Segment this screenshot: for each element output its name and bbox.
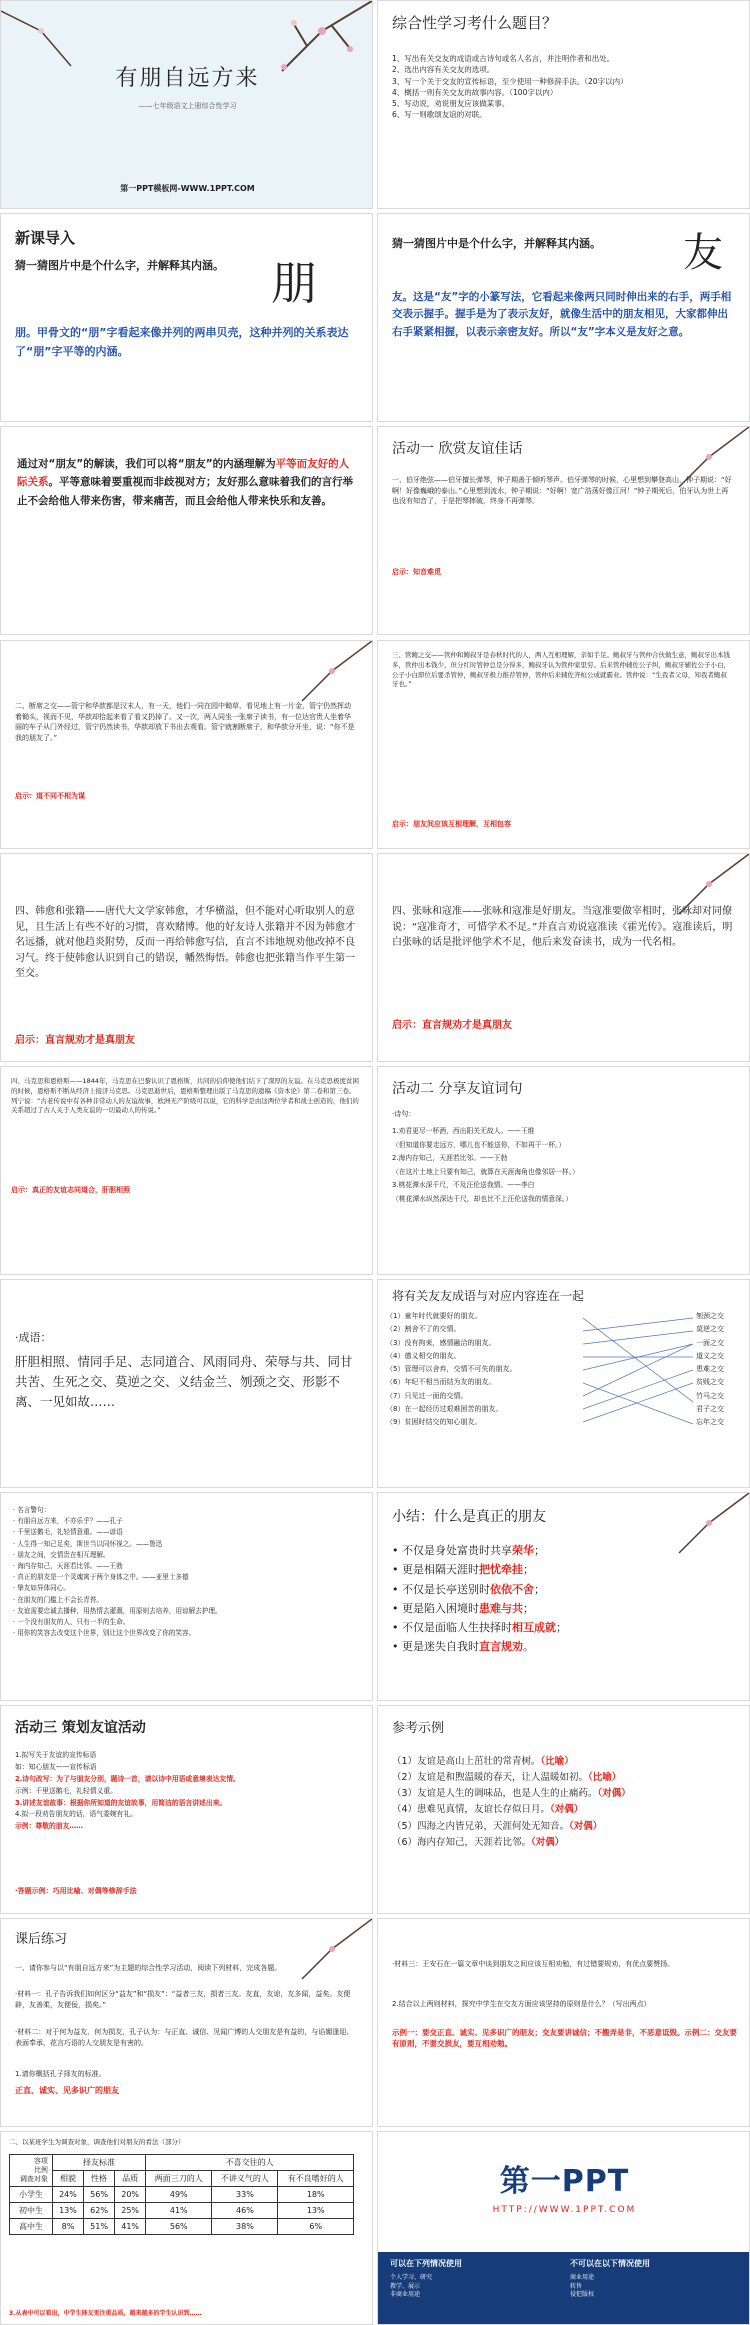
tip-text: 启示：朋友间应该互相理解，互相包容: [392, 820, 511, 828]
slide-title: 参考示例: [392, 1721, 445, 1736]
material-text: ·材料二：对于何为益友、何为损友，孔子认为：与正直、诚信、见闻广博的人交朋友是有益的，与谄媚逢迎、表面奉承、花言巧语的人交朋友是有害的。: [15, 2028, 354, 2047]
list-item: 竹马之交: [696, 1391, 724, 1400]
tip-text: ·答题示例：巧用比喻、对偶等修辞手法: [15, 1887, 137, 1895]
list-item: （7）只见过一面的交情。: [386, 1391, 468, 1400]
list-item: 如：知心朋友——宣传标语: [15, 1762, 97, 1771]
list-item: 5、写动说，劝说朋友应该做某事。: [392, 99, 510, 108]
list-item: 2、选出内容有关交友的选项。: [392, 65, 495, 75]
plum-branch-icon: [262, 1919, 372, 1999]
list-item: · 名言警句：: [13, 1506, 51, 1514]
list-item: • 不仅是长亭送别时依依不舍；: [392, 1582, 545, 1596]
story-text: 四、韩愈和张籍——唐代大文学家韩愈，才华横溢，但不能对心听取别人的意见，且生活上有些不好的习惯，喜欢赌博。他的好友诗人张籍并不因为韩愈才名远播，就对他趋炎附势，反而一再给韩愈写信，直言不讳地规劝他改掉不良习气。终于使韩愈认识到自己的错误，幡然悔悟。韩愈也把张籍当作平生第一至交。: [15, 906, 355, 979]
slide-story-3: [377, 640, 750, 849]
summary-list: [392, 1541, 737, 1657]
slide-title: 小结：什么是真正的朋友: [392, 1509, 546, 1525]
list-item: 一面之交: [696, 1338, 724, 1347]
question-text: 一、请你参与以“有朋自远方来”为主题的综合性学习活动，阅读下列材料，完成各题。: [15, 1964, 282, 1972]
list-item: （6）海内存知己，天涯若比邻。（对偶）: [392, 1836, 565, 1848]
tip-text: 启示：道不同不相为谋: [15, 792, 85, 800]
list-item: 3、写一个关于交友的宣传标语，至少使用一种修辞手法。（20字以内）: [392, 76, 628, 86]
match-left-list: [386, 1310, 586, 1430]
list-item: · 一个没有朋友的人，只有一半的生命。: [13, 1618, 130, 1627]
slide-examples: [377, 1705, 750, 1914]
license-list: 个人学习、研究 教学、展示 非商业用途: [390, 2274, 433, 2299]
list-item: · 有朋自远方来，不亦乐乎？——孔子: [13, 1517, 123, 1526]
list-item: （6）年纪不相当而结为友的朋友。: [386, 1378, 496, 1387]
list-item: · 在朋友的门槛上不会长青苔。: [13, 1595, 103, 1604]
slide-activity-1: [377, 426, 750, 635]
match-lines-icon: [583, 1314, 693, 1439]
table-caption: 二、以某班学生为调查对象，调查他们对朋友的看法（部分）: [9, 2138, 185, 2146]
list-item: 1、写出有关交友的成语或古诗句或名人名言，并注明作者和出处。: [392, 54, 615, 63]
cover-title: 有朋自远方来: [115, 66, 260, 91]
list-item: 2.海内存知己，天涯若比邻。——王勃: [392, 1154, 508, 1163]
list-item: （4）患难见真情，友谊长存似日月。（对偶）: [392, 1804, 584, 1816]
verse-list: [392, 1125, 737, 1207]
list-item: （9）贫困时结交的知心朋友。: [386, 1418, 482, 1427]
example-list: [392, 1754, 737, 1851]
list-item: • 更是迷失自我时直言规劝。: [392, 1640, 534, 1654]
list-item: · 挚友如异体同心。: [13, 1584, 70, 1593]
plum-branch-left-icon: [1, 1, 91, 71]
table-row: 小学生 24% 56% 20% 49% 33% 18%: [10, 2187, 354, 2203]
slide-title: 新课导入: [15, 229, 76, 247]
table-header: 性格: [84, 2171, 115, 2187]
cover-subtitle: ——七年级语文上册综合性学习: [138, 102, 237, 110]
slide-story-5: [377, 853, 750, 1062]
table-corner: 容项 比例 调查对象: [10, 2155, 53, 2187]
material-text: ·材料三：王安石在一篇文章中谈到朋友之间应该互相劝勉，有过错要规劝，有优点要赞扬。: [392, 1960, 675, 1968]
slide-matching: [377, 1279, 750, 1488]
brand-url[interactable]: HTTP://WWW.1PPT.COM: [492, 2205, 637, 2215]
slide-title: 活动一 欣赏友谊佳话: [392, 441, 523, 457]
slide-title: 活动二 分享友谊词句: [392, 1081, 523, 1097]
license-col-title: 可以在下列情况使用: [390, 2259, 462, 2268]
list-item: （4）德义相交的朋友。: [386, 1351, 461, 1360]
story-text: 三、管鲍之交——管仲和鲍叔牙是春秋时代的人，两人互相理解，亲如手足。鲍叔牙与管仲合伙做生意，鲍叔牙出本钱多，管仲出本钱少，但分红时管仲总是分得多，鲍叔牙认为管仲家里穷。后来管仲辅佐公子纠，鲍叔牙辅佐公子小白，公子小白即位后要杀管仲，鲍叔牙极力推荐管仲，管仲后来辅佐齐桓公成就霸业。管仲说：“生我者父母，知我者鲍叔牙也。”: [392, 651, 730, 689]
slide-brand-end: [377, 2131, 750, 2325]
note-text: 3.从表中可以看出，中学生择友更注重品质，越来越多的学生认识到……: [9, 2310, 202, 2317]
list-item: · 海内存知己，天涯若比邻。——王勃: [13, 1562, 123, 1571]
slide-quotes: [0, 1492, 373, 1701]
definition-text: 通过对“朋友”的解读，我们可以将“朋友”的内涵理解为平等而友好的人际关系。平等意味着要重视而非歧视对方；友好那么意味着我们的言行举止不会给他人带来伤害，带来痛苦，而且会给他人带来快乐和友善。: [17, 458, 353, 507]
slide-title: 综合性学习考什么题目？: [392, 14, 558, 32]
highlight-text: 平等而友好的人际关系: [17, 458, 350, 489]
survey-table: [9, 2154, 354, 2235]
tip-text: 启示：真正的友谊志同道合，肝胆相照: [11, 1186, 130, 1194]
list-item: 4、概括一则有关交友的故事内容。（100字以内）: [392, 87, 558, 97]
list-item: 道义之交: [696, 1351, 724, 1360]
tip-text: 启示：直言规劝才是真朋友: [15, 1035, 135, 1046]
list-item: （1）童年时代就要好的朋友。: [386, 1312, 482, 1320]
list-item: （5）管理可以舍弃，交情不可失的朋友。: [386, 1365, 517, 1374]
list-item: • 更是陷入困境时患难与共；: [392, 1601, 534, 1615]
license-bar: [378, 2252, 749, 2324]
answer-text: 示例一：要交正直、诚实、见多识广的朋友；交友要讲诚信；不搬弄是非，不恶意诋毁。示例二：交友要有原则，不要交损友，要互相劝勉。: [392, 2028, 737, 2049]
list-item: （3）没有拘束，感情融洽的朋友。: [386, 1338, 496, 1347]
table-header: 有不良嗜好的人: [278, 2171, 354, 2187]
story-text: 一、伯牙绝弦——伯牙擅长弹琴，钟子期善于倾听琴声。伯牙弹琴的时候，心里想到攀登高山，钟子期说：“好啊！好像巍峨的泰山。”心里想到流水，钟子期说：“好啊！宽广浩荡好像江河！”钟子期死后，伯牙认为世上再也没有知音了，于是把琴摔破，终身不再弹琴。: [392, 476, 732, 505]
list-item: 忘年之交: [696, 1418, 724, 1427]
story-text: 二、断席之交——管宁和华歆都是汉末人，有一天，他们一同在园中锄草，看见地上有一片金，管宁仍然挥动着锄头，视而不见，华歆却拾起来看了看又扔掉了。又一次，两人同坐一张席子读书，有一位达官贵人坐着华丽的车子从门外经过，管宁仍然读书，华歆却放下书出去观看。管宁就割断席子，和华歆分开坐，说：“你不是我的朋友了。”: [15, 702, 355, 742]
slide-idioms: [0, 1279, 373, 1488]
list-item: 莫逆之交: [696, 1325, 724, 1334]
table-header: 不讲义气的人: [212, 2171, 278, 2187]
section-lead: ·成语：: [15, 1331, 52, 1344]
match-right-list: [696, 1310, 750, 1430]
answer-text: 朋。甲骨文的“朋”字看起来像并列的两串贝壳，这种并列的关系表达了“朋”字平等的内涵。: [15, 326, 349, 358]
question-text: 猜一猜图片中是个什么字，并解释其内涵。: [392, 237, 601, 250]
table-header: 两面三刀的人: [146, 2171, 212, 2187]
table-header: 不喜交往的人: [146, 2155, 354, 2171]
list-item: • 更是相隔天涯时把忧牵挂；: [392, 1563, 534, 1577]
slide-definition: [0, 426, 373, 635]
list-item: • 不仅是身处富贵时共享荣华；: [392, 1544, 545, 1557]
slide-homework: [0, 1918, 373, 2127]
table-row: 高中生 8% 51% 41% 56% 38% 6%: [10, 2219, 354, 2235]
slide-activity-2: [377, 1066, 750, 1275]
table-header: 择友标准: [52, 2155, 145, 2171]
list-item: （5）四海之内皆兄弟，天涯何处无知音。（对偶）: [392, 1820, 603, 1832]
list-item: · 朋友之间，交情贵在相互理解。: [13, 1550, 110, 1559]
answer-text: 友。这是“友”字的小篆写法，它看起来像两只同时伸出来的右手，两手相交表示握手。握手是为了表示友好，就像生活中的朋友相见，大家都伸出右手紧紧相握，以表示亲密友好。所以“友”字本义是友好之意。: [392, 291, 732, 338]
list-item: 贫贱之交: [696, 1378, 724, 1387]
list-item: （在这片土地上只要有知己，就算在天涯海角也像邻居一样。）: [392, 1167, 579, 1176]
list-item: · 人生得一知己足矣，斯世当以同怀视之。——鲁迅: [13, 1539, 163, 1548]
list-item: （桃花潭水纵然深达千尺，却也比不上汪伦送我的情意深。）: [392, 1194, 573, 1203]
list-item: （2）友谊是和煦温暖的春天，让人温暖如初。（比喻）: [392, 1772, 622, 1784]
list-item: 3.讲述友谊故事：根据你所知道的友谊故事，用简洁的语言讲述出来。: [15, 1798, 227, 1807]
answer-text: 正直、诚实、见多识广的朋友: [15, 2086, 119, 2095]
quote-list: [13, 1505, 358, 1639]
list-item: （1）友谊是高山上茁壮的常青树。（比喻）: [392, 1756, 574, 1767]
slide-intro-peng: [0, 213, 373, 422]
tip-text: 启示：直言规劝才是真朋友: [392, 1020, 512, 1031]
section-lead: ·诗句：: [392, 1110, 416, 1118]
list-item: （2）割舍不了的交情。: [386, 1325, 461, 1334]
question-text: 猜一猜图片中是个什么字，并解释其内涵。: [15, 259, 224, 272]
list-item: 君子之交: [696, 1405, 724, 1414]
slide-intro-you: [377, 213, 750, 422]
slide-homework-2: [377, 1918, 750, 2127]
question-text: 2.结合以上两则材料，探究中学生在交友方面应该坚持的原则是什么？（写出两点）: [392, 2000, 651, 2008]
list-item: • 不仅是面临人生抉择时相互成就；: [392, 1621, 567, 1634]
list-item: （8）在一起经历过艰难困苦的朋友。: [386, 1405, 503, 1414]
story-text: 四、张咏和寇准——张咏和寇准是好朋友。当寇准要做宰相时，张咏却对同僚说：“寇准奇才，可惜学术不足。”并直言劝说寇准读《霍光传》。寇准读后，明白张咏的话是批评他学术不足，他后来发奋读书，成为一代名相。: [392, 906, 733, 948]
slide-survey-table: [0, 2131, 373, 2325]
tip-text: 启示：知音难觅: [392, 568, 441, 576]
list-item: · 用你的笑容去改变这个世界，别让这个世界改变了你的笑容。: [13, 1629, 196, 1638]
list-item: · 千里送鹅毛，礼轻情意重。——谚语: [13, 1528, 123, 1537]
brand-logo: 第一PPT: [499, 2164, 630, 2199]
list-item: 示例：尊敬的朋友……: [15, 1822, 83, 1831]
list-item: 患难之交: [696, 1365, 724, 1374]
list-item: 4.拟一段劝告朋友的话，语气委婉有礼。: [15, 1810, 138, 1819]
list-item: 1.劝君更尽一杯酒，西出阳关无故人。——王维: [392, 1127, 535, 1135]
list-item: 2.诗句改写：为了与朋友分别，题诗一首，请以诗中用语或意境表达友情。: [15, 1774, 240, 1783]
list-item: （3）友谊是人生的调味品，也是人生的止痛药。（对偶）: [392, 1788, 631, 1800]
topic-list: [392, 53, 732, 121]
slide-title: 课后练习: [15, 1932, 68, 1947]
cover-brand: 第一PPT模板网-WWW.1PPT.COM: [120, 184, 255, 193]
list-item: 示例：千里送鹅毛，礼轻情义重。: [15, 1786, 117, 1795]
slide-activity-3: [0, 1705, 373, 1914]
list-item: · 真正的朋友是一个灵魂寓于两个身体之中。——亚里士多德: [13, 1573, 189, 1582]
material-text: ·材料一：孔子告诉我们如何区分“益友”和“损友”：“益者三友，损者三友。友直，友谅，友多闻，益矣。友便辟，友善柔，友便佞，损矣。”: [15, 1990, 351, 2009]
idiom-text: 肝胆相照、情同手足、志同道合、风雨同舟、荣辱与共、同甘共苦、生死之交、莫逆之交、义结金兰、刎颈之交、形影不离、一见如故……: [15, 1354, 353, 1409]
table-header: 相貌: [52, 2171, 83, 2187]
slide-title: 活动三 策划友谊活动: [15, 1720, 146, 1736]
oracle-glyph-icon: 朋: [271, 256, 317, 310]
activity-list: [15, 1750, 360, 1833]
slide-story-2: [0, 640, 373, 849]
slide-cover: [0, 0, 373, 209]
list-item: 3.桃花潭水深千尺，不及汪伦送我情。——李白: [392, 1181, 535, 1190]
slide-title: 将有关友友成语与对应内容连在一起: [392, 1289, 585, 1303]
list-item: 6、写一则歌颂友谊的对联。: [392, 110, 487, 120]
seal-glyph-icon: 友: [683, 230, 723, 276]
slide-exam-topics: [377, 0, 750, 209]
license-list: 商业用途 转售 侵犯版权: [570, 2274, 595, 2299]
list-item: 1.拟写关于友谊的宣传标语: [15, 1751, 97, 1759]
list-item: （但知道你要走远方，哪儿也不能送你，不如再干一杯。）: [392, 1140, 566, 1149]
slide-summary: [377, 1492, 750, 1701]
list-item: 刎颈之交: [696, 1312, 724, 1320]
slide-story-4: [0, 853, 373, 1062]
license-col-title: 不可以在以下情况使用: [570, 2259, 650, 2268]
table-header: 品质: [115, 2171, 146, 2187]
story-text: 四、马克思和恩格斯——1844年，马克思在巴黎认识了恩格斯，共同的信仰使他们结下了深厚的友谊。在马克思极度贫困的时候，恩格斯不断从经济上接济马克思。马克思逝世后，恩格斯整理出版了马克思的遗稿《资本论》第二卷和第三卷。列宁说：“古老传说中有各种非常动人的友谊故事，欧洲无产阶级可以说，它的科学是由这两位学者和战士创造的，他们的关系超过了古人关于人类友谊的一切最动人的传说。”: [11, 1077, 360, 1115]
question-text: 1.请你概括孔子择友的标准。: [15, 2070, 106, 2078]
list-item: · 友谊需要忠诚去播种，用热情去灌溉，用原则去培养，用谅解去护理。: [13, 1606, 222, 1615]
table-row: 初中生 13% 62% 25% 41% 46% 13%: [10, 2203, 354, 2219]
slide-story-6: [0, 1066, 373, 1275]
